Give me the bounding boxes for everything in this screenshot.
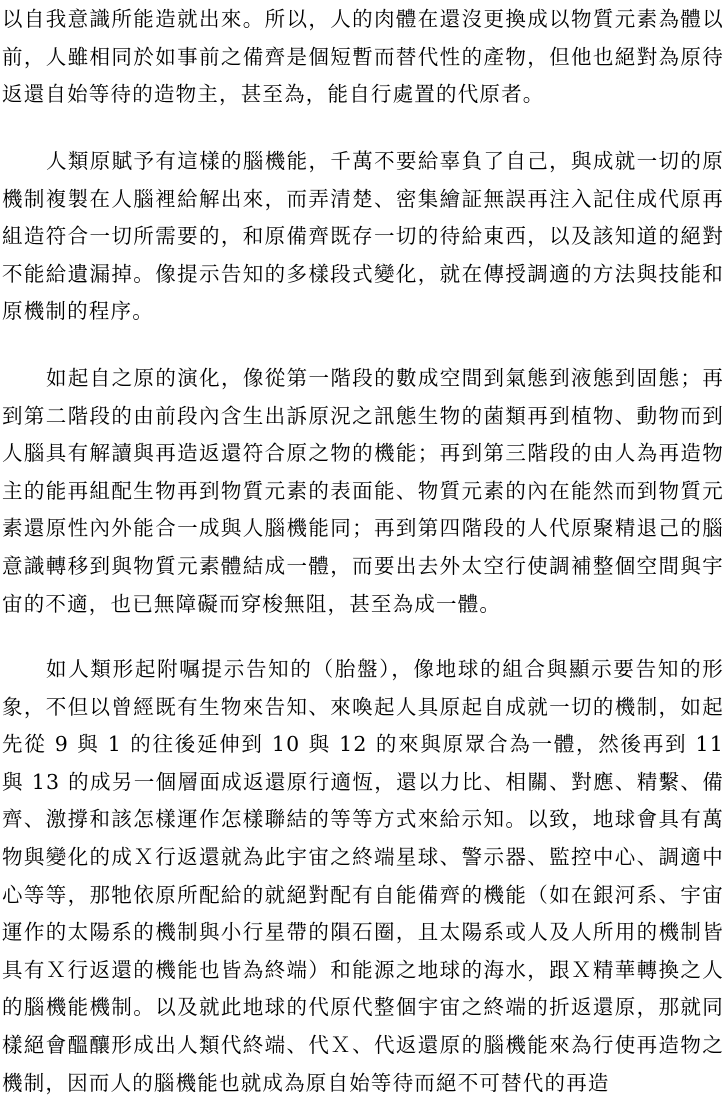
paragraph-2: 人類原賦予有這樣的腦機能，千萬不要給辜負了自己，與成就一切的原機制複製在人腦裡給解出來，而弄清楚、密集繪証無誤再注入記住成代原再組造符合一切所需要的，和原備齊既存一切的待給東西，以及該知道的絕對不能給遺漏掉。像提示告知的多樣段式變化，就在傳授調適的方法與技能和原機制的程序。 <box>2 149 724 324</box>
paragraph-4: 如人類形起附嘱提示告知的（胎盤），像地球的組合與顯示要告知的形象，不但以曾經既有生物來告知、來喚起人具原起自成就一切的機制，如起先從 9 與 1 的往後延伸到 10 與 12 的來與原眾合為一體，然後再到 11 與 13 的成另一個層面成返還原行適恆，還以力比、相關、對應、精繫、備齊、激撐和該怎樣運作怎樣聯結的等等方式來給示知。以致，地球會具有萬物與變化的成Ｘ行返還就為此宇宙之終端星球、警示器、監控中心、調適中心等等，那牠依原所配給的就絕對配有自能備齊的機能（如在銀河系、宇宙運作的太陽系的機制與小行星帶的隕石圈，且太陽系或人及人所用的機制皆具有Ｘ行返還的機能也皆為終端）和能源之地球的海水，跟Ｘ精華轉換之人的腦機能機制。以及就此地球的代原代整個宇宙之終端的折返還原，那就同樣絕會醞釀形成出人類代終端、代Ｘ、代返還原的腦機能來為行使再造物之機制，因而人的腦機能也就成為原自始等待而絕不可替代的再造 <box>2 657 724 1095</box>
paragraph-3: 如起自之原的演化，像從第一階段的數成空間到氣態到液態到固態；再到第二階段的由前段內含生出訴原況之訊態生物的菌類再到植物、動物而到人腦具有解讀與再造返還符合原之物的機能；再到第三階段的由人為再造物主的能再組配生物再到物質元素的表面能、物質元素的內在能然而到物質元素還原性內外能合一成與人腦機能同；再到第四階段的人代原聚精退己的腦意識轉移到與物質元素體結成一體，而要出去外太空行使調補整個空間與宇宙的不適，也已無障礙而穿梭無阻，甚至為成一體。 <box>2 366 724 616</box>
paragraph-1: 以自我意識所能造就出來。所以，人的肉體在還沒更換成以物質元素為體以前，人雖相同於如事前之備齊是個短暫而替代性的產物，但他也絕對為原待返還自始等待的造物主，甚至為，能自行處置的代原者。 <box>2 7 724 107</box>
